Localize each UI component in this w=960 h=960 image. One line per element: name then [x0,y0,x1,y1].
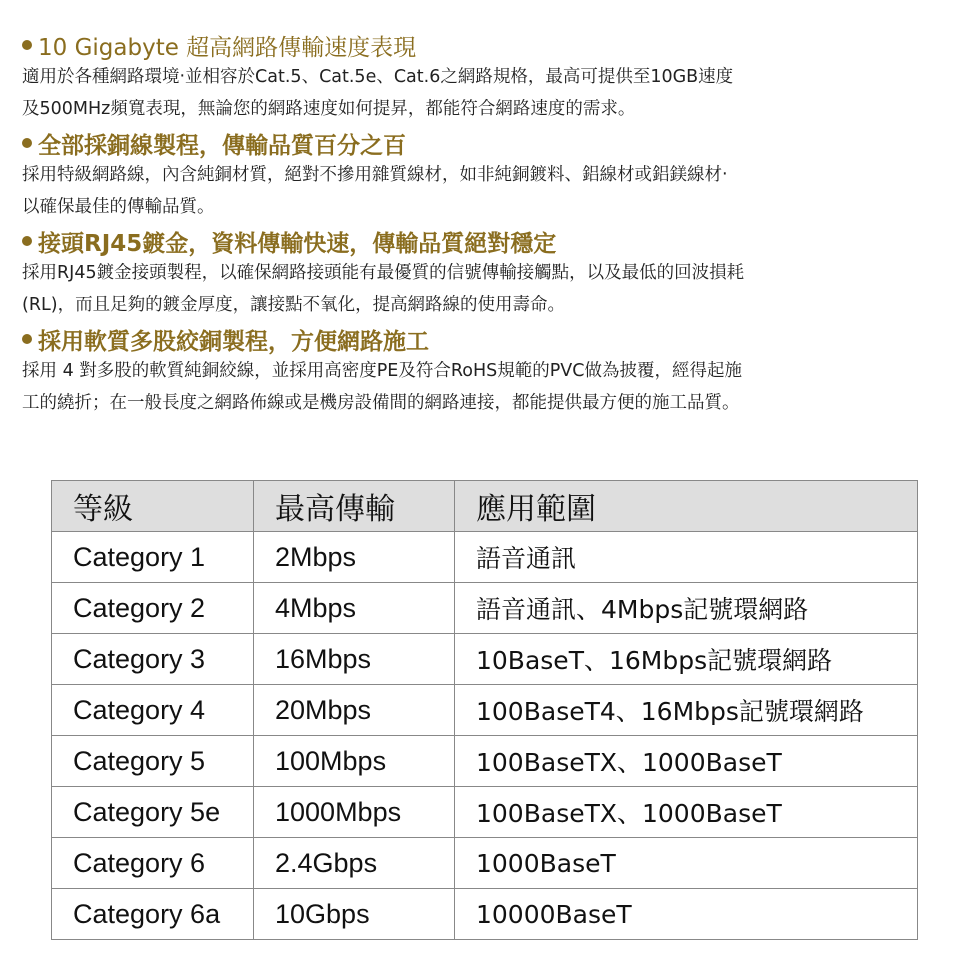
cell-speed: 1000Mbps [254,787,455,838]
cell-speed: 20Mbps [254,685,455,736]
cell-speed: 16Mbps [254,634,455,685]
feature-heading [22,126,942,160]
cell-category: Category 5 [52,736,254,787]
feature-heading [22,322,942,356]
cell-speed: 100Mbps [254,736,455,787]
bullet-icon [22,40,32,50]
cell-application: 10000BaseT [455,889,918,940]
feature-body-line: 工的繞折；在一般長度之網路佈線或是機房設備間的網路連接，都能提供最方便的施工品質。 [22,393,740,413]
cell-application: 語音通訊、4Mbps記號環網路 [455,583,918,634]
table-header-row [52,481,918,532]
feature-rj45 [22,224,942,320]
table-row [52,838,918,889]
table-row [52,532,918,583]
header-max-speed: 最高傳輸 [254,481,455,532]
cell-category: Category 1 [52,532,254,583]
cell-application: 100BaseT4、16Mbps記號環網路 [455,685,918,736]
feature-body-line: 採用 4 對多股的軟質純銅絞線，並採用高密度PE及符合RoHS規範的PVC做為披覆，經得起施 [22,361,742,381]
feature-heading [22,28,942,62]
feature-stranded [22,322,942,418]
bullet-icon [22,236,32,246]
cell-category: Category 2 [52,583,254,634]
feature-heading-text: 全部採銅線製程，傳輸品質百分之百 [38,132,406,159]
cell-application: 語音通訊 [455,532,918,583]
cell-application: 10BaseT、16Mbps記號環網路 [455,634,918,685]
feature-heading-text: 10 Gigabyte 超高網路傳輸速度表現 [38,34,417,61]
header-application: 應用範圍 [455,481,918,532]
feature-body-line: 適用於各種網路環境‧並相容於Cat.5、Cat.5e、Cat.6之網路規格，最高可提供至10GB速度 [22,67,734,87]
cell-speed: 10Gbps [254,889,455,940]
feature-body-line: 採用RJ45鍍金接頭製程，以確保網路接頭能有最優質的信號傳輸接觸點，以及最低的回波損耗 [22,263,745,283]
feature-body-line: (RL)，而且足夠的鍍金厚度，讓接點不氧化，提高網路線的使用壽命。 [22,295,566,315]
table-row [52,787,918,838]
table-row [52,736,918,787]
table-row [52,889,918,940]
feature-heading-text: 接頭RJ45鍍金，資料傳輸快速，傳輸品質絕對穩定 [38,230,557,257]
cell-category: Category 6 [52,838,254,889]
table-row [52,685,918,736]
cell-category: Category 6a [52,889,254,940]
feature-body-line: 及500MHz頻寬表現，無論您的網路速度如何提昇，都能符合網路速度的需求。 [22,99,636,119]
header-grade: 等級 [52,481,254,532]
feature-body-line: 以確保最佳的傳輸品質。 [22,197,215,217]
feature-heading-text: 採用軟質多股絞銅製程，方便網路施工 [38,328,429,355]
cell-application: 1000BaseT [455,838,918,889]
cell-category: Category 5e [52,787,254,838]
cell-speed: 2Mbps [254,532,455,583]
feature-speed [22,28,942,124]
cell-application: 100BaseTX、1000BaseT [455,736,918,787]
cell-category: Category 4 [52,685,254,736]
cell-application: 100BaseTX、1000BaseT [455,787,918,838]
cell-category: Category 3 [52,634,254,685]
table-row [52,583,918,634]
table-row [52,634,918,685]
feature-list [22,28,942,420]
feature-copper [22,126,942,222]
feature-heading [22,224,942,258]
bullet-icon [22,138,32,148]
feature-body-line: 採用特級網路線，內含純銅材質，絕對不摻用雜質線材，如非純銅鍍料、鋁線材或鋁鎂線材‧ [22,165,728,185]
cell-speed: 4Mbps [254,583,455,634]
category-spec-table [51,480,918,940]
bullet-icon [22,334,32,344]
cell-speed: 2.4Gbps [254,838,455,889]
